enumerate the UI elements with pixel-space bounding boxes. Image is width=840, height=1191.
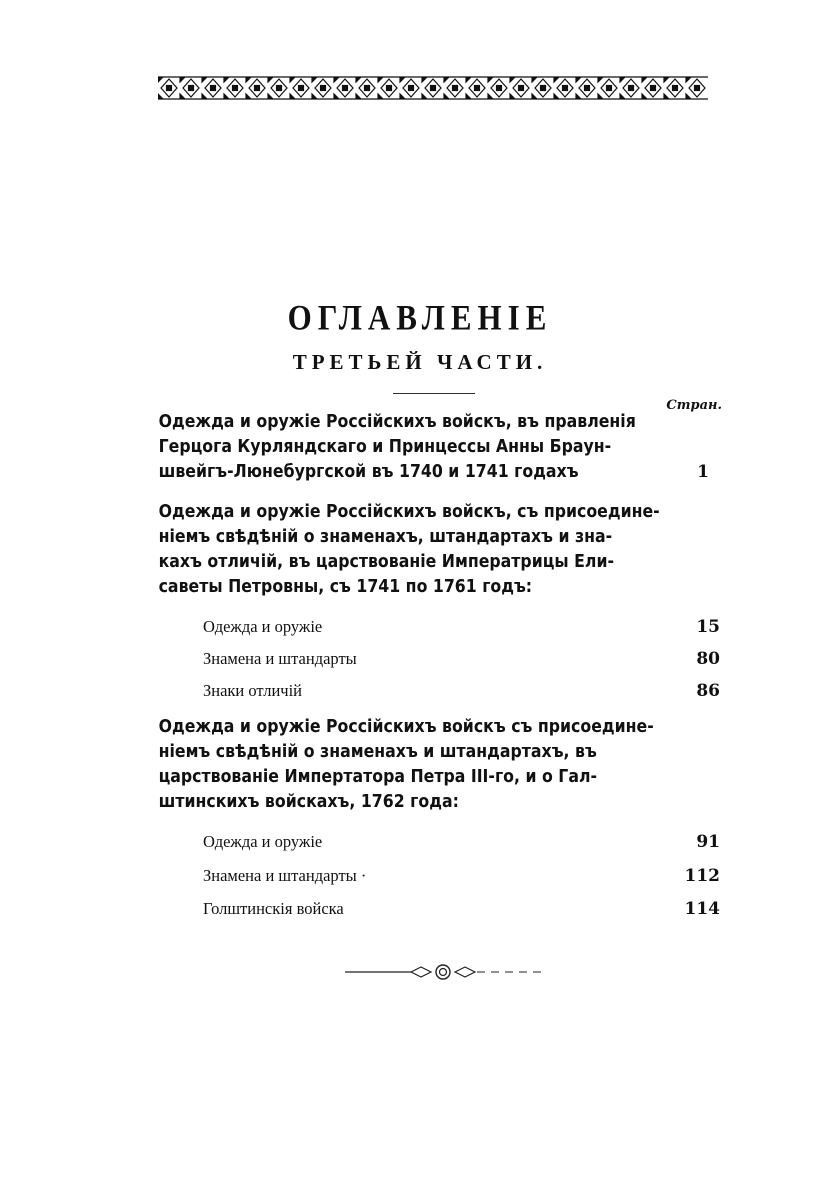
toc-entry-3 — [155, 715, 715, 815]
page-subtitle: ТРЕТЬЕЙ ЧАСТИ. — [292, 350, 548, 374]
toc-subentry-label: Знамена и штандарты · — [203, 866, 367, 885]
toc-subentry-page: 112 — [684, 866, 720, 886]
toc-subentry-page: 91 — [696, 832, 720, 852]
toc-entry-line: царствованіе Импертатора Петра III-го, и о Гал- — [158, 767, 598, 787]
toc-entry-line: Одежда и оружіе Россійскихъ войскъ, въ правленія — [158, 412, 636, 432]
toc-subentry-page: 114 — [684, 899, 720, 919]
toc-subentry-label: Одежда и оружіе — [203, 832, 323, 851]
page-column-label: Стран. — [666, 398, 722, 413]
toc-subentry — [203, 649, 720, 673]
page-title: ОГЛАВЛЕНІЕ — [287, 297, 553, 338]
toc-entry-text — [155, 410, 636, 485]
toc-entry-1 — [155, 410, 715, 485]
toc-entry-line: саветы Петровны, съ 1741 по 1761 годъ: — [158, 577, 533, 597]
toc-entry-line: Одежда и оружіе Россійскихъ войскъ, съ присоедине- — [158, 502, 660, 522]
toc-entry-line: ніемъ свѣдѣній о знаменахъ и штандартахъ, въ — [158, 742, 597, 762]
toc-entry-line: Одежда и оружіе Россійскихъ войскъ съ присоедине- — [158, 717, 654, 737]
toc-entry-line: ніемъ свѣдѣній о знаменахъ, штандартахъ и зна- — [158, 527, 613, 547]
toc-entry-line: кахъ отличій, въ царствованіе Императрицы Ели- — [158, 552, 615, 572]
toc-subentry-label: Одежда и оружіе — [203, 617, 323, 636]
toc-subentry-page: 15 — [696, 617, 720, 637]
toc-entry-text — [155, 715, 654, 815]
title-divider — [393, 393, 475, 394]
toc-subentry — [203, 617, 720, 641]
toc-entry-line: штинскихъ войскахъ, 1762 года: — [158, 792, 459, 812]
bottom-ornament — [345, 962, 545, 982]
toc-subentry-label: Голштинскія войска — [203, 899, 344, 918]
toc-entry-page: 1 — [697, 462, 709, 482]
toc-subentry-page: 86 — [696, 681, 720, 701]
toc-subentry — [203, 832, 720, 856]
toc-subentry — [203, 899, 720, 923]
toc-entry-2 — [155, 500, 715, 600]
toc-subentry-page: 80 — [696, 649, 720, 669]
toc-subentry-label: Знаки отличій — [203, 681, 302, 700]
toc-subentry — [203, 681, 720, 705]
toc-subentry — [203, 866, 720, 890]
toc-subentry-label: Знамена и штандарты — [203, 649, 357, 668]
toc-entry-text — [155, 500, 660, 600]
toc-entry-line: швейгъ-Люнебургской въ 1740 и 1741 годахъ — [158, 462, 579, 482]
top-ornament-border — [158, 76, 708, 100]
toc-entry-line: Герцога Курляндскаго и Принцессы Анны Браун- — [158, 437, 612, 457]
